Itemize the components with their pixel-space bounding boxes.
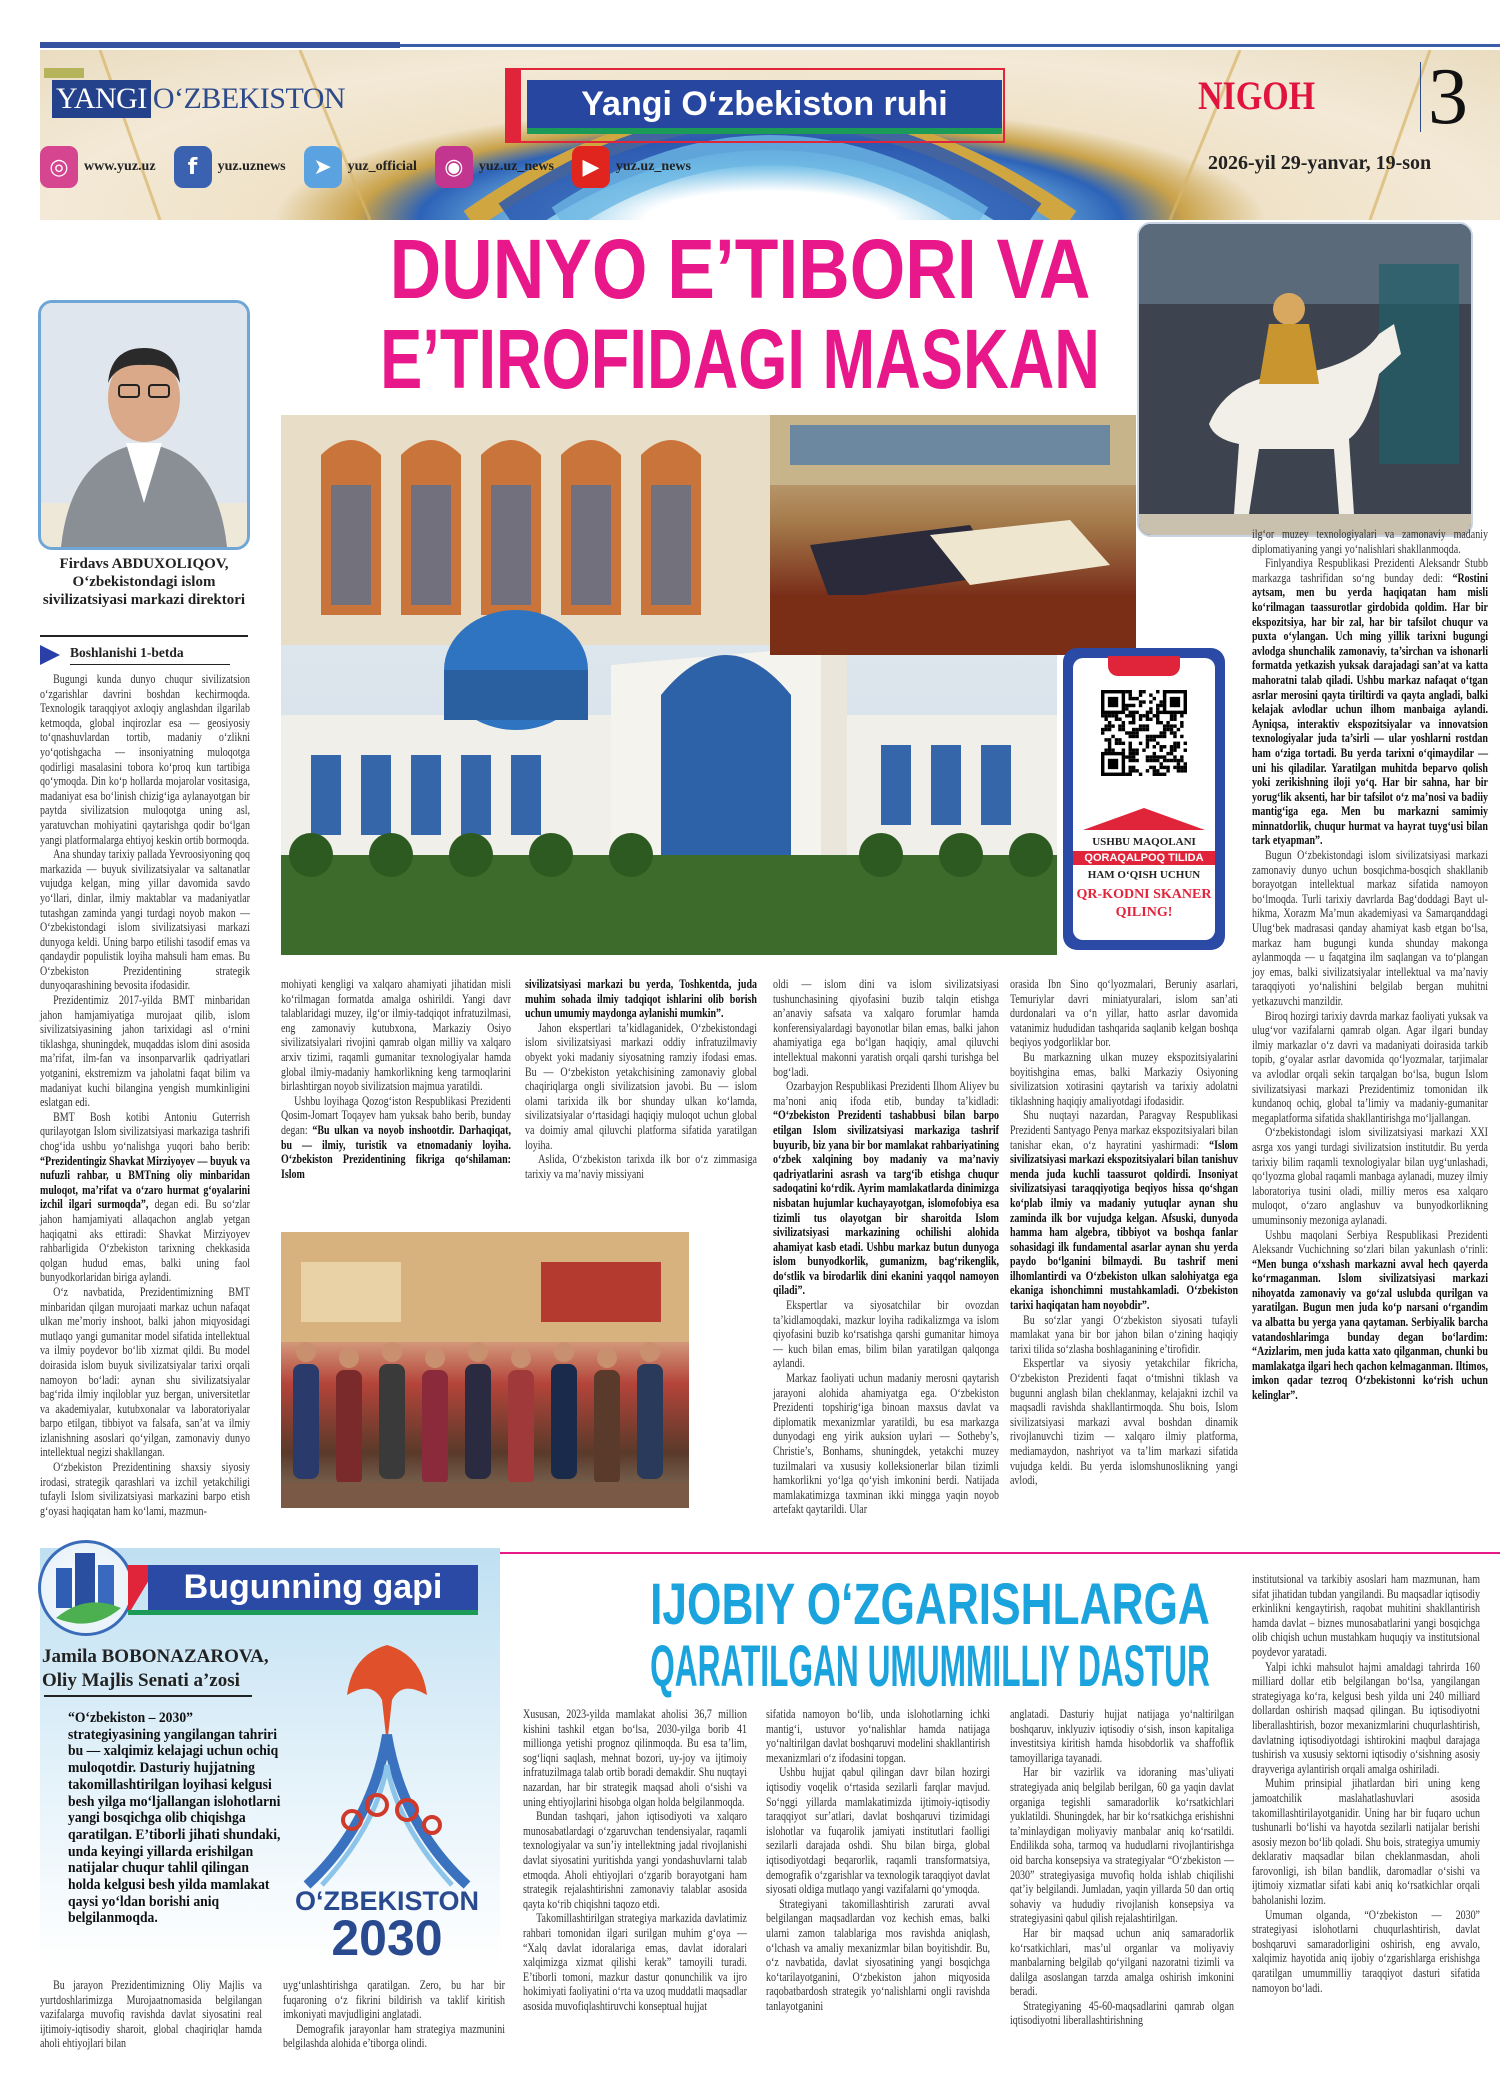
body-text: Bundan tashqari, jahon iqtisodiyoti va xalqaro munosabatlardagi o‘zgaruvchan tendensiyalar, raqamli texnologiyalar va sun’iy intellektning jadal rivojlanishi davlat siyosatini yuritishda yangi yondashuvlarni talab etmoqda. Aholi ehtiyojlari o‘zgarib borayotgani ham strategik rejalashtirishni zamonaviy talablar asosida qayta ko‘rib chiqishni taqozo etdi. <box>523 1809 747 1911</box>
body-text: Ekspertlar va siyosatchilar bir ovozdan ta’kidlamoqdaki, mazkur loyiha radikalizmga va islom qiyofasini buzib ko‘rsatishga qarshi gumanitar himoya — kuch bilan emas, bilim bilan yaratilgan qalqonga aylandi. <box>773 1298 999 1371</box>
opinion-column-2 <box>283 1978 505 2051</box>
body-text: Bu so‘zlar yangi O‘zbekiston siyosati tufayli mamlakat yana bir bor jahon bilan o‘zining haqiqiy tarixi tilida so‘zlasha boshlaganining e’tirofidir. <box>1010 1312 1238 1356</box>
manuscripts-exhibit-photo <box>770 415 1136 655</box>
body-text: Ushbu hujjat qabul qilingan davr bilan hozirgi iqtisodiy voqelik o‘rtasida sezilarli farqlar mavjud. So‘nggi yillarda mamlakatimizda ijtimoiy-iqtisodiy taraqqiyot sur’atlari, davlat boshqaruvi tizimidagi islohotlar va fuqarolik jamiyati institutlari faolligi sezilarli darajada oshdi. Shu bilan birga, global iqtisodiyotdagi beqarorlik, raqamli transformatsiya, demografik o‘zgarishlar va texnologik taraqqiyot davlat siyosati oldiga mutlaqo yangi vazifalarni qo‘ymoqda. <box>766 1765 990 1897</box>
paragraph <box>283 2022 505 2051</box>
body-text: sifatida namoyon bo‘lib, unda islohotlarning ichki mantig‘i, ustuvor yo‘nalishlar hamda natijaga yo‘naltirilgan davlat boshqaruvi modelini shakllantirish mexanizmlari o‘z ifodasini topgan. <box>766 1707 990 1765</box>
paragraph <box>1252 1908 1480 1996</box>
quoted-text: “Rostini aytsam, men bu yerda haqiqatan ham misli ko‘rilmagan taassurotlar girdobida qoldim. Har bir ekspozitsiya, har bir zal, har bir tafsilot chuqur va puxta o‘ylangan. Uch ming yillik tarixni bugungi avlodga shunchalik zamonaviy, ta’sirchan va ishonarli formatda yetkazish yuksak darajadagi san’at va katta mahoratni talab qiladi. Ushbu markaz nafaqat o‘tgan asrlar merosini qayta tiriltirdi va qayta angladi, balki kelajak avlodlar uchun ilhom manbaiga aylandi. Ayniqsa, interaktiv ekspozitsiyalar va innovatsion texnologiyalar juda ta’sirli — ular yoshlarni rostdan ham o‘ziga tortadi. Bu yerda tarixni o‘qimaydilar — uni his qiladilar. Yaratilgan muhitda beparvo qolish yoki zerikishning iloji yo‘q. Har bir sahna, har bir yorug‘lik aksenti, har bir tafsilot o‘z ma’nosi va badiiy mantig‘iga ega. Men bu markazni samimiy minnatdorlik, chuqur hurmat va hayrat tuyg‘usi bilan tark etyapman”. <box>1252 570 1488 848</box>
quoted-text: “Men bunga o‘xshash markazni avval hech qayerda ko‘rmaganman. Islom sivilizatsiyasi markazi nihoyatda zamonaviy va go‘zal uslubda qurilgan va yaratilgan. Bugun men juda ko‘p narsani o‘rgandim va albatta bu yerga yana qaytaman. Serbiyalik barcha vatandoshlarimga bunday degan bo‘lardim: “Azizlarim, men juda katta xato qilganman, chunki bu mamlakatga ilgari hech qachon kelmaganman. Iltimos, imkon qadar tezroq O‘zbekistonni ko‘rish uchun kelinglar”. <box>1252 1256 1488 1403</box>
paragraph <box>281 977 511 1094</box>
paragraph <box>523 1707 747 1809</box>
social-handle: yuz.uz_news <box>615 159 691 174</box>
body-text: BMT Bosh kotibi Antoniu Guterrish qurilayotgan Islom sivilizatsiyasi markaziga tashrifi chog‘ida ushbu yo‘nalishga yuqori baho berib: <box>40 1109 250 1153</box>
opinion-column-1 <box>40 1978 262 2051</box>
social-handle: yuz_official <box>347 159 417 174</box>
body-text: Takomillashtirilgan strategiya markazida davlatimiz rahbari tomonidan ilgari surilgan muhim g‘oya — “Xalq davlat idoralariga emas, davlat idoralari xalqimizga xizmat qilishi kerak” tamoyili turadi. E’tiborli tomoni, mazkur dastur qonunchilik va ijro hokimiyati faoliyatini o‘rta va uzoq muddatli maqsadlar asosida muvofiqlashtiruvchi konseptual hujjat <box>523 1911 747 2013</box>
banner-green-stripe <box>527 128 1002 134</box>
social-handle: www.yuz.uz <box>84 159 156 174</box>
social-links <box>40 146 699 188</box>
section-banner-title: Yangi O‘zbekiston ruhi <box>527 80 1002 128</box>
column-text <box>1252 527 1488 1403</box>
city-leaf-logo <box>38 1540 134 1636</box>
section-divider <box>500 1552 1500 1554</box>
body-text: Jahon ekspertlari ta’kidlaganidek, O‘zbekistondagi islom sivilizatsiyasi markazi oddiy infratuzilmaviy obyekt yoki madaniy siyosatning ramziy ifodasi emas. Bu — O‘zbekiston yetakchisining zamonaviy global chaqiriqlarga ongli sivilizatsion javobi. Bu — islom olami tarixida ilk bor shunday ulkan ko‘lamda, sivilizatsiyalar o‘rtasidagi haqiqiy muloqot uchun global va doimiy amal qiluvchi platforma sifatida yaratilgan loyiha. <box>525 1020 757 1152</box>
opinion-column-5 <box>1010 1707 1234 2028</box>
main-headline <box>380 224 1100 404</box>
column-text <box>525 977 757 1181</box>
body-text: Biroq hozirgi tarixiy davrda markaz faoliyati yuksak va ulug‘vor vazifalarni qamrab olgan. Agar ilgari bunday ilmiy markazlar o‘z davri va madaniyati doirasida tarkib topib, g‘oyalar asrlar davomida qo‘lyozmalar, tarjimalar va avlodlar orqali sekin tarqalgan bo‘lsa, bugun Islom sivilizatsiyasi markazi Prezidentimiz tomonidan ilk kundanoq ochiq, global ta’limiy va madaniy-gumanitar megaplatforma sifatida shakllantirishga mo‘ljallangan. <box>1252 1008 1488 1125</box>
arrow-up-icon <box>1083 808 1205 830</box>
body-text: Prezidentimiz 2017-yilda BMT minbaridan jahon hamjamiyatiga murojaat qilib, islom sivilizatsiyasining jahon tarixidagi asl o‘rnini tiklashga, shuningdek, muqaddas islom dini asosida ma’rifat, ilm-fan va insonparvarlik qadriyatlari yotganini, ekstremizm va jaholatni faqat bilim va madaniyat kuchi bilangina yengish mumkinligini eslatgan edi. <box>40 993 250 1110</box>
paragraph <box>1010 1999 1234 2028</box>
author-name: Jamila BOBONAZAROVA, <box>42 1646 269 1667</box>
rubric-label: NIGOH <box>1198 73 1316 118</box>
body-text: O‘z navbatida, Prezidentimizning BMT minbaridan qilgan murojaati markaz uchun nafaqat ulkan me’moriy inshoot, balki jahon miqyosidagi mutlaqo yangi gumanitar model sifatida intellektual va ilmiy poydevor bo‘lib xizmat qildi. Bu model doirasida islom buyuk sivilizatsiyalar tarixi orqali namoyon bo‘ladi: aynan shu sivilizatsiyalar bag‘rida ilmiy inqiloblar yuz bergan, universitetlar va akademiyalar, kutubxonalar va laboratoriyalar barpo etilgan, tibbiyot va falsafa, san’at va ilmiy izlanishning asoslari qo‘yilgan, zamonaviy dunyo intellektual negizi shakllangan. <box>40 1284 250 1460</box>
body-text: Har bir maqsad uchun aniq samaradorlik ko‘rsatkichlari, mas’ul organlar va moliyaviy manbalarning belgilab qo‘yilgani nazoratni tizimli va dalilga asoslangan tarzda amalga oshirish imkonini beradi. <box>1010 1925 1234 1999</box>
paragraph <box>40 847 250 993</box>
body-text: Umuman olganda, “O‘zbekiston — 2030” strategiyasi islohotlarni chuqurlashtirish, davlat boshqaruvi samaradorligini oshirish, eng avvalo, xalqimiz hayotida aniq ijobiy o‘zgarishlarga erishishga qaratilgan umummilliy taraqqiyot dasturi sifatida namoyon bo‘ladi. <box>1252 1907 1480 1995</box>
qr-code-promo[interactable] <box>1063 648 1225 950</box>
article-column-2 <box>281 977 511 1181</box>
social-link[interactable] <box>435 146 554 188</box>
paragraph <box>40 1285 250 1460</box>
body-text: Yalpi ichki mahsulot hajmi amaldagi tahrirda 160 milliard dollar etib belgilangan bo‘lsa, yangilangan strategiyaga ko‘ra, kelgusi besh yilda uni 240 milliard dollardan oshirish maqsad qilingan. Bu iqtisodiyotni liberallashtirish, bozor mexanizmlarini chuqurlashtirish, davlatning iqtisodiyotdagi ishtirokini maqbul darajaga tushirish va xususiy sektorni iqtisodiy o‘sishning asosiy drayveriga aylantirish orqali amalga oshiriladi. <box>1252 1659 1480 1776</box>
opinion-column-3 <box>523 1707 747 2013</box>
logo-flag-mark <box>44 68 84 78</box>
column-text <box>40 1978 262 2051</box>
rubric-banner <box>128 1565 478 1615</box>
person-figure <box>508 1348 534 1485</box>
paragraph <box>283 1978 505 2022</box>
logo-text-yangi: YANGI <box>52 80 151 118</box>
body-text: mohiyati kengligi va xalqaro ahamiyati jihatidan misli ko‘rilmagan formatda amalga oshirildi. Yangi davr talablaridagi muzey, ilg‘or ilmiy-tadqiqot infratuzilmasi, eng zamonaviy kutubxona, Markaziy Osiyo sivilizatsiyalari rivojini qamrab olgan milliy va xalqaro arxiv tizimi, raqamli gumanitar texnologiyalar hamda global ilmiy-madaniy hamkorlikning keng tarmoqlarini birlashtirgan noyob sivilizatsion majmua yaratildi. <box>281 977 511 1094</box>
body-text: Markaz faoliyati uchun madaniy merosni qaytarish jarayoni alohida ahamiyatga ega. O‘zbekiston Prezidenti topshirig‘iga binoan maxsus davlat va diplomatik mexanizmlar yaratildi, bu esa markazga dunyodagi eng yirik auksion uylari — Sotheby’s, Christie’s, Bonhams, shuningdek, yetakchi muzey tuzilmalari va xususiy kolleksionerlar bilan tizimli hamkorlikni yo‘lga qo‘yish imkonini berdi. Natijada mamlakatimizga taxminan ikki mingga yaqin noyob artefakt qaytarildi. Ular <box>773 1371 999 1517</box>
social-handle: yuz.uz_news <box>478 159 554 174</box>
body-text: Strategiyaning 45-60-maqsadlarini qamrab olgan iqtisodiyotni liberallashtirishning <box>1010 1998 1234 2028</box>
paragraph <box>40 1460 250 1518</box>
column-text <box>40 672 250 1518</box>
person-figure <box>336 1348 362 1485</box>
body-text: Ushbu maqolani Serbiya Respublikasi Prezidenti Aleksandr Vuchichning so‘zlari bilan yakunlash o‘rinli: <box>1252 1227 1488 1257</box>
paragraph <box>1252 848 1488 1009</box>
person-figure <box>637 1342 663 1479</box>
paragraph <box>1010 1765 1234 1926</box>
paragraph <box>766 1897 990 2014</box>
paragraph <box>1010 1707 1234 1765</box>
logo-text-2030: 2030 <box>331 1910 443 1965</box>
author-photo <box>38 300 250 550</box>
horse-rider-statue-image <box>1139 224 1471 535</box>
phoenix-emblem-icon <box>292 1625 482 1965</box>
qr-code-icon[interactable] <box>1101 690 1187 776</box>
paragraph <box>1252 1660 1480 1777</box>
body-text: Shu nuqtayi nazardan, Paragvay Respublikasi Prezidenti Santyago Penya markaz ekspozitsiyalari bilan tanishar ekan, o‘z hayratini yashirmadi: <box>1010 1108 1238 1152</box>
article-column-1 <box>40 672 250 1518</box>
opinion-column-4 <box>766 1707 990 2013</box>
person-figure <box>594 1348 620 1485</box>
paragraph <box>1010 1926 1234 1999</box>
body-text: Aslida, O‘zbekiston tarixda ilk bor o‘z zimmasiga tarixiy va ma’naviy missiyani <box>525 1152 757 1181</box>
paragraph <box>1010 1313 1238 1357</box>
body-text: Ushbu loyihaga Qozog‘iston Respublikasi Prezidenti Qosim-Jomart Toqayev ham yuksak baho berib, bunday degan: <box>281 1093 511 1137</box>
body-text: Muhim prinsipial jihatlardan biri uning keng jamoatchilik maslahatlashuvlari asosida takomillashtirilayotganidir. Uning har bir fuqaro uchun tushunarli bo‘lishi va hayotda sezilarli natijalar berishi asosiy mezon bo‘lib qoladi. Shu bois, strategiya umumiy deklarativ maqsadlar bilan cheklanmasdan, aholi farovonligi, ish bilan bandlik, daromadlar o‘sishi va ijtimoiy xizmatlar sifati kabi aniq ko‘rsatkichlar orqali baholanishi lozim. <box>1252 1776 1480 1908</box>
paragraph <box>1252 1776 1480 1907</box>
uzbekistan-2030-logo <box>292 1625 482 1965</box>
social-link[interactable] <box>40 146 156 188</box>
byline-rule <box>44 1695 252 1697</box>
author-byline <box>40 555 248 609</box>
column-text <box>281 977 511 1181</box>
body-text: Bugungi kunda dunyo chuqur sivilizatsion o‘zgarishlar davrini boshdan kechirmoqda. Texnologik taraqqiyot axloqiy anglashdan ilgarilab ketmoqda, global inqirozlar esa — geosiyosiy to‘qnashuvlardan tortib, madaniy o‘zlikni yo‘qotishgacha — insoniyatning muloqotga qodirligi masalasini tobora ko‘proq kun tartibiga qo‘ymoqda. Din ko‘p hollarda mojarolar vositasiga, madaniyat esa bo‘linish chizig‘iga aylanayotgan bir paytda sivilizatsion muloqotga uning asl, yaratuvchan mohiyatini qaytarishga qodir bo‘lgan yangi platformalarga ehtiyoj keskin ortib bormoqda. <box>40 672 250 847</box>
body-text: Demografik jarayonlar ham strategiya mazmunini belgilashda alohida e’tiborga olindi. <box>283 2021 505 2051</box>
author-title: O‘zbekistondagi islom sivilizatsiyasi markazi direktori <box>42 574 246 608</box>
body-text: O‘zbekiston Prezidentining shaxsiy siyosiy irodasi, strategik qarashlari va izchil yetakchiligi tufayli Islom sivilizatsiyasi markazini barpo etish g‘oyasi haqiqatan ham ko‘lami, mazmun- <box>40 1460 250 1518</box>
body-text: ilg‘or muzey texnologiyalari va zamonaviy madaniy diplomatiyaning yangi yo‘nalishlari shakllanmoqda. <box>1252 527 1488 556</box>
paragraph <box>40 1110 250 1285</box>
paragraph <box>1010 1356 1238 1487</box>
byline-rule <box>40 635 248 637</box>
paragraph <box>1010 1050 1238 1108</box>
body-text: Bu jarayon Prezidentimizning Oliy Majlis va yurtdoshlarimizga Murojaatnomasida belgilangan vazifalarga muvofiq ravishda davlat siyosatini real ijtimoiy-iqtisodiy sharoit, global chaqiriqlar hamda aholi ehtiyojlari bilan <box>40 1978 262 2051</box>
column-text <box>1010 1707 1234 2028</box>
banner-green-stripe <box>128 1610 478 1615</box>
divider <box>1420 62 1421 132</box>
author-portrait-image <box>41 303 247 547</box>
paragraph <box>773 1371 999 1517</box>
body-text: degan edi. Bu so‘zlar jahon hamjamiyati allaqachon anglab yetgan haqiqatni aks ettiradi: Shavkat Mirziyoyev rahbarligida O‘zbekiston tarixning chekkasida qolgan hudud emas, balki uning faol bunyodkorlaridan biriga aylandi. <box>40 1197 251 1285</box>
qr-line-4: QR-KODNI SKANER QILING! <box>1076 887 1212 920</box>
author-title: Oliy Majlis Senati a’zosi <box>42 1670 240 1691</box>
person-figure <box>379 1342 405 1479</box>
paragraph <box>773 977 999 1079</box>
headline-line-1: IJOBIY O‘ZGARISHLARGA <box>650 1572 1210 1637</box>
body-text: anglatadi. Dasturiy hujjat natijaga yo‘naltirilgan boshqaruv, inklyuziv iqtisodiy o‘sish, inson kapitaliga investitsiya kiritish hamda hisobdorlik va shaffoflik tamoyillariga tayanadi. <box>1010 1707 1234 1765</box>
body-text: O‘zbekistondagi islom sivilizatsiyasi markazi XXI asrga xos yangi turdagi sivilizatsion institutdir. Bu yerda tarixiy bilim raqamli texnologiyalar bilan uyg‘unlashadi, qo‘lyozma global raqamli manbaga aylanadi, muzey ilmiy laboratoriya tusini oladi, milliy meros esa xalqaro muloqot, o‘zaro anglashuv va bunyodkorlikning umuminsoniy mezoniga aylanadi. <box>1252 1125 1488 1227</box>
second-headline <box>650 1574 1210 1698</box>
article-column-6 <box>1252 527 1488 1403</box>
instagram-icon: ◉ <box>435 146 473 188</box>
delegation-visit-photo <box>281 1232 689 1508</box>
lead-quote: “O‘zbekiston – 2030” strategiyasining yangilangan tahriri bu — xalqimiz kelajagi uchun ochiq muloqotdir. Dasturiy hujjatning takomillashtirilgan loyihasi kelgusi besh yilga mo‘ljallangan islohotlarni yangi bosqichga olib chiqishga qaratilgan. E’tiborli jihati shundaki, unda keyingi yillarda erishilgan natijalar chuqur tahlil qilingan holda kelgusi besh yilda mamlakat qaysi yo‘ldan borishi aniq belgilanmoqda. <box>68 1710 281 1927</box>
paragraph <box>525 977 757 1021</box>
article-column-3 <box>525 977 757 1181</box>
paragraph <box>40 993 250 1110</box>
quoted-text: “Prezidentingiz Shavkat Mirziyoyev — buyuk va nufuzli rahbar, u BMTning oliy minbaridan muloqot, ma’rifat va o‘zaro hurmat g‘oyalarini izchil ilgari surmoqda”, <box>40 1153 250 1212</box>
body-text: Ekspertlar va siyosiy yetakchilar fikricha, O‘zbekiston Prezidenti faqat o‘tmishni tiklash va bugunni anglash bilan cheklanmay, kelajakni izchil va maqsadli ravishda shakllantirmoqda. Shu bois, Islom sivilizatsiyasi markazi avval boshdan dinamik rivojlanuvchi tizim — xalqaro ilmiy platforma, mediamaydon, nashriyot va ta’lim markazi sifatida vujudga keldi. Bu yerda islomshunoslikning yangi avlodi, <box>1010 1356 1238 1488</box>
article-column-5 <box>1010 977 1238 1488</box>
qr-line-3: HAM O‘QISH UCHUN <box>1087 869 1201 881</box>
paragraph <box>1252 1572 1480 1660</box>
paragraph <box>773 1079 999 1298</box>
body-text: Xususan, 2023-yilda mamlakat aholisi 36,7 million kishini tashkil etgan bo‘lsa, 2030-yilga borib 41 millionga yetishi prognoz qilinmoqda. Bu esa ta’lim, sog‘liqni saqlash, mehnat bozori, uy-joy va ijtimoiy infratuzilmaga talab ortib boradi demakdir. Shu nuqtayi nazardan, har bir strategik maqsad aholi o‘sishi va uning ehtiyojlarini hisobga olgan holda belgilanmoqda. <box>523 1707 747 1809</box>
quoted-text: “O‘zbekiston Prezidenti tashabbusi bilan barpo etilgan Islom sivilizatsiyasi markaziga tashrif buyurib, biz yana bir bor mamlakat rahbariyatining o‘zbek xalqining boy madaniy va ma’naviy qadriyatlarini asrash va targ‘ib etishga chuqur sadoqatini ko‘rdik. Ayrim mamlakatlarda dinimizga nisbatan hujumlar kuchayayotgan, islomofobiya esa tizimli tus olayotgan bir sharoitda Islom sivilizatsiyasi markazining ochilishi alohida ahamiyat kasb etadi. Ushbu markaz butun dunyoga islom bunyodkorlik, gumanizm, bag‘rikenglik, do‘stlik va birodarlik dini ekanini yaqqol namoyon qiladi”. <box>773 1108 999 1298</box>
paragraph <box>525 1021 757 1152</box>
column-text <box>766 1707 990 2013</box>
continued-from-label: Boshlanishi 1-betda <box>70 645 230 665</box>
column-text <box>283 1978 505 2051</box>
column-text <box>523 1707 747 2013</box>
body-text: institutsional va tarkibiy asoslari ham mazmunan, ham sifat jihatidan tubdan yangilandi. Bu maqsadlar iqtisodiy erkinlikni kengaytirish, raqobat muhitini shakllantirish hamda davlat – biznes munosabatlarini yangi bosqichga olib chiqish uchun mustahkam huquqiy va institutsional poydevor yaratadi. <box>1252 1572 1480 1659</box>
social-link[interactable] <box>304 146 417 188</box>
paragraph <box>773 1298 999 1371</box>
paragraph <box>1010 1108 1238 1312</box>
paragraph <box>40 1978 262 2051</box>
body-text: Finlyandiya Respublikasi Prezidenti Aleksandr Stubb markazga tashrifidan so‘ng bunday dedi: <box>1252 556 1488 585</box>
qr-line-1: USHBU MAQOLANI <box>1092 836 1196 848</box>
headline-line-2: QARATILGAN UMUMMILLIY DASTUR <box>650 1634 1210 1699</box>
person-figure <box>293 1342 319 1479</box>
body-text: orasida Ibn Sino qo‘lyozmalari, Beruniy asarlari, Temuriylar davri miniatyuralari, islom san’ati durdonalari va o‘n yillar, hatto asrlar davomida vatanimiz hududidan tashqarida saqlanib kelgan boshqa beqiyos yodgorliklar bor. <box>1010 977 1238 1050</box>
phone-screen <box>1073 658 1215 940</box>
play-triangle-icon <box>40 645 60 665</box>
body-text: Bu markazning ulkan muzey ekspozitsiyalarini boyitishgina emas, balki Markaziy Osiyoning sivilizatsion xotirasini qaytarish va tarixiy adolatni tiklashning haqiqiy amaliyotdagi ifodasidir. <box>1010 1049 1238 1108</box>
continued-from <box>40 645 230 665</box>
paragraph <box>1252 1228 1488 1403</box>
issue-date: 2026-yil 29-yanvar, 19-son <box>1208 152 1432 174</box>
phone-notch <box>1108 656 1180 676</box>
top-rule-accent <box>40 42 400 48</box>
body-text: oldi — islom dini va islom sivilizatsiyasi tushunchasining qiyofasini buzib talqin etishga an’anaviy safsata va xalqaro forumlar hamda konferensiyalardagi bayonotlar bilan emas, balki jahon ahamiyatiga ega bo‘lgan haqiqiy, amal qiluvchi intellektual makonni yaratish orqali qarshi turishga bel bog‘ladi. <box>773 977 999 1079</box>
paragraph <box>1252 1125 1488 1227</box>
logo-text-ozbekiston: O‘ZBEKISTON <box>294 1886 480 1916</box>
qr-line-2: QORAQALPOQ TILIDA <box>1073 851 1215 865</box>
body-text: Ana shunday tarixiy pallada Yevroosiyoning qoq markazida — buyuk sivilizatsiyalar va saltanatlar vujudga kelgan, ming yillar davomida savdo yo‘llari, dinlar, ilmiy maktablar va madaniyatlar tutashgan zaminda yangi turdagi noyob makon — O‘zbekistondagi islom sivilizatsiyasi markazi dunyoga keldi. Uning barpo etilishi tasodif emas va qandaydir populistik loyiha mahsuli ham emas. Bu O‘zbekiston Prezidentining strategik dunyoqarashining bevosita ifodasidir. <box>40 847 250 993</box>
body-text: Bugun O‘zbekistondagi islom sivilizatsiyasi markazi zamonaviy dunyo uchun bosqichma-bosqich shakllanib borayotgan intellektual markaz sifatida namoyon bo‘lmoqda. Turli tarixiy davrlarda Bag‘doddagi Bayt ul-hikma, Xorazm Ma’mun akademiyasi va Samarqanddagi Ulug‘bek madrasasi qanday ahamiyat kasb etgan bo‘lsa, markaz ham bugungi kunda shunday makonga aylanmoqda — u faqatgina ilm saqlangan va to‘plangan joy emas, balki sivilizatsiyalar intellektual va ma’naviy taraqqiyoti yo‘nalishini belgilab bergan muhitni yetkazuvchi manzildir. <box>1252 848 1488 1008</box>
body-text: uyg‘unlashtirishga qaratilgan. Zero, bu har bir fuqaroning o‘z fikrini bildirish va taklif kiritish imkoniyati mavjudligini anglatadi. <box>283 1978 505 2022</box>
body-text: Strategiyani takomillashtirish zarurati avval belgilangan maqsadlardan voz kechish emas, balki ularni zamon talablariga mos ravishda aniqlash, o‘lchash va amaliy mexanizmlar bilan boyitishdir. Bu, o‘z navbatida, davlat siyosatining yangi bosqichga ko‘tarilayotganini, O‘zbekiston jahon miqyosida raqobatbardosh strategik yo‘nalishlarni ongli ravishda tanlayotganini <box>766 1896 990 2013</box>
facebook-icon: f <box>174 146 212 188</box>
paragraph <box>1252 527 1488 556</box>
section-banner <box>505 68 1005 143</box>
lead-quote-box <box>68 1710 283 1927</box>
dribbble-icon: ◎ <box>40 146 78 188</box>
museum-visitors-image <box>281 1232 689 1508</box>
headline-line-2: E’TIROFIDAGI MASKAN <box>380 312 1100 406</box>
social-link[interactable] <box>572 146 691 188</box>
column-text <box>1252 1572 1480 1995</box>
paragraph <box>523 1911 747 2013</box>
youtube-icon: ▶ <box>572 146 610 188</box>
rubric-title: Bugunning gapi <box>148 1565 478 1610</box>
body-text: Har bir vazirlik va idoraning mas’uliyati strategiyada aniq belgilab berilgan, 60 ga yaqin davlat organiga tegishli samaradorlik ko‘rsatkichlari yuklatildi. Shuningdek, har bir ko‘rsatkichga erishishni ta’minlaydigan moliyaviy manbalar aniq ko‘rsatildi. Endilikda soha, tarmoq va hududlarni rivojlantirishga oid barcha konsepsiya va strategiyalar “O‘zbekiston — 2030” strategiyasiga muvofiq holda ishlab chiqilishi qat’iy belgilandi. Jumladan, yaqin yillarda 50 dan ortiq sohaviy va hududiy rivojlanish konsepsiya va strategiyasini qabul qilish rejalashtirilgan. <box>1010 1765 1234 1926</box>
body-text: Ozarbayjon Respublikasi Prezidenti Ilhom Aliyev bu ma’noni aniq ifoda etib, bunday ta’kidladi: <box>773 1079 999 1108</box>
paragraph <box>766 1765 990 1896</box>
quoted-text: “Bu ulkan va noyob inshootdir. Darhaqiqat, bu — ilmiy, turistik va etnomadaniy loyiha. O‘zbekiston Prezidentining fikriga qo‘shilaman: Islom <box>281 1122 511 1181</box>
newspaper-logo[interactable] <box>52 80 345 118</box>
person-figure <box>465 1342 491 1479</box>
social-link[interactable] <box>174 146 286 188</box>
column-text <box>773 977 999 1517</box>
author-name: Firdavs ABDUXOLIQOV, <box>59 556 229 572</box>
telegram-icon: ➤ <box>304 146 342 188</box>
museum-horse-exhibit-photo <box>1137 222 1473 537</box>
opinion-author-byline <box>42 1645 269 1693</box>
headline-line-1: DUNYO E’TIBORI VA <box>389 222 1091 316</box>
paragraph <box>40 672 250 847</box>
paragraph <box>1010 977 1238 1050</box>
quoted-text: “Islom sivilizatsiyasi markazi ekspozitsiyalari bilan tanishuv menda juda kuchli taassurot qoldirdi. Insoniyat sivilizatsiyasi taraqqiyotiga beqiyos hissa qo‘shgan ko‘plab ilmiy va madaniy yutuqlar aynan shu zaminda ilk bor vujudga kelgan. Afsuski, dunyoda hamma ham algebra, tibbiyot va boshqa fanlar sohasidagi ilk fundamental asarlar aynan shu yerda paydo bo‘lganini bilmaydi. Bu tashrif meni ilhomlantirdi va O‘zbekiston ulkan salohiyatga ega ekaniga ishonchimni mustahkamladi. O‘zbekiston tarixi haqiqatan ham noyobdir”. <box>1010 1137 1238 1313</box>
article-column-4 <box>773 977 999 1517</box>
paragraph <box>1252 556 1488 848</box>
paragraph <box>1252 1009 1488 1126</box>
column-text <box>1010 977 1238 1488</box>
page-number: 3 <box>1428 53 1468 141</box>
city-buildings-icon <box>41 1543 131 1633</box>
paragraph <box>523 1809 747 1911</box>
paragraph <box>766 1707 990 1765</box>
opinion-column-6 <box>1252 1572 1480 1995</box>
paragraph <box>281 1094 511 1182</box>
person-figure <box>422 1348 448 1485</box>
quoted-text: sivilizatsiyasi markazi bu yerda, Toshkentda, juda muhim sohada ilmiy tadqiqot ishlarini olib borish uchun umumiy maydonga aylanishi mumkin”. <box>525 977 757 1021</box>
social-handle: yuz.uznews <box>217 159 286 174</box>
paragraph <box>525 1152 757 1181</box>
manuscript-showcase-image <box>770 415 1136 655</box>
logo-text-ozbekiston: O‘ZBEKISTON <box>152 82 346 115</box>
person-figure <box>551 1342 577 1479</box>
